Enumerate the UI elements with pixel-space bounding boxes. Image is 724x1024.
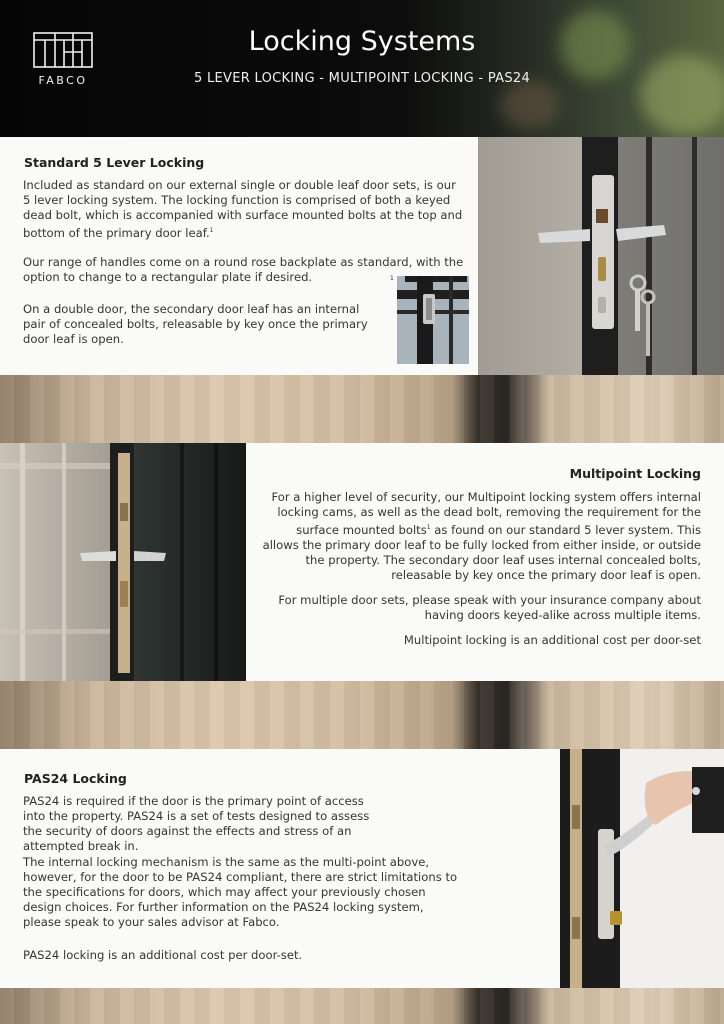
section-paragraph [23, 178, 465, 241]
footnote-marker: 1 [426, 524, 431, 531]
section-heading: Standard 5 Lever Locking [24, 155, 205, 170]
page-title-text: Locking Systems [248, 26, 476, 57]
section-paragraph: PAS24 locking is an additional cost per door-set. [23, 948, 303, 962]
page-subtitle [0, 71, 724, 86]
section-heading: PAS24 Locking [24, 771, 127, 786]
section-paragraph: Multipoint locking is an additional cost per door-set [403, 633, 701, 647]
section-multipoint [246, 443, 724, 681]
page-header [0, 0, 724, 137]
section-heading: Multipoint Locking [569, 466, 701, 481]
surface-bolt-photo [397, 276, 469, 364]
paragraph-text: For a higher level of security, our Multipoint locking system offers internal locking cams, as well as the dead bolt, removing the requirement for the surface mounted bolts [271, 490, 701, 537]
section-standard-5-lever [0, 137, 478, 375]
section-paragraph: PAS24 is required if the door is the primary point of access into the property. PAS24 is a set of tests designed to assess the security of doors against the effects and stress of an attempted break in. [23, 794, 370, 853]
door-lock-with-keys-photo [478, 137, 724, 375]
section-paragraph: The internal locking mechanism is the same as the multi-point above, however, for the door to be PAS24 compliant, there are strict limitations to the specifications for doors, which may affect your previously chosen design choices. For further information on the PAS24 locking system, please speak to your sales advisor at Fabco. [23, 855, 458, 929]
header-bokeh [500, 80, 560, 130]
section-paragraph [261, 490, 701, 583]
page-title [0, 26, 724, 57]
wood-strip [0, 375, 724, 443]
hand-opening-door-photo [560, 749, 724, 988]
page-subtitle-text: 5 LEVER LOCKING - MULTIPOINT LOCKING - PAS24 [193, 71, 531, 86]
section-pas24 [0, 749, 560, 988]
section-paragraph: Our range of handles come on a round rose backplate as standard, with the option to change to a rectangular plate if desired. [23, 255, 464, 284]
paragraph-text: as found on our standard 5 lever system. This allows the primary door leaf to be fully locked from either inside, or outside the property. The secondary door leaf uses internal concealed bolts, releasable by key once the primary door leaf is open. [262, 523, 701, 582]
footnote-marker: 1 [209, 227, 214, 234]
paragraph-text: Included as standard on our external single or double leaf door sets, is our 5 lever locking system. The locking function is comprised of both a keyed dead bolt, which is accompanied with surface mounted bolts at the top and bottom of the primary door leaf. [23, 178, 463, 240]
section-paragraph: For multiple door sets, please speak with your insurance company about having doors keyed-alike across multiple items. [278, 593, 701, 622]
logo-text: FABCO [38, 74, 88, 87]
wood-strip [0, 988, 724, 1024]
multipoint-lock-door-photo [0, 443, 246, 681]
header-bokeh [640, 55, 724, 135]
wood-strip [0, 681, 724, 749]
section-paragraph: On a double door, the secondary door leaf has an internal pair of concealed bolts, releasable by key once the primary door leaf is open. [23, 302, 368, 346]
inset-marker: 1 [390, 275, 394, 282]
